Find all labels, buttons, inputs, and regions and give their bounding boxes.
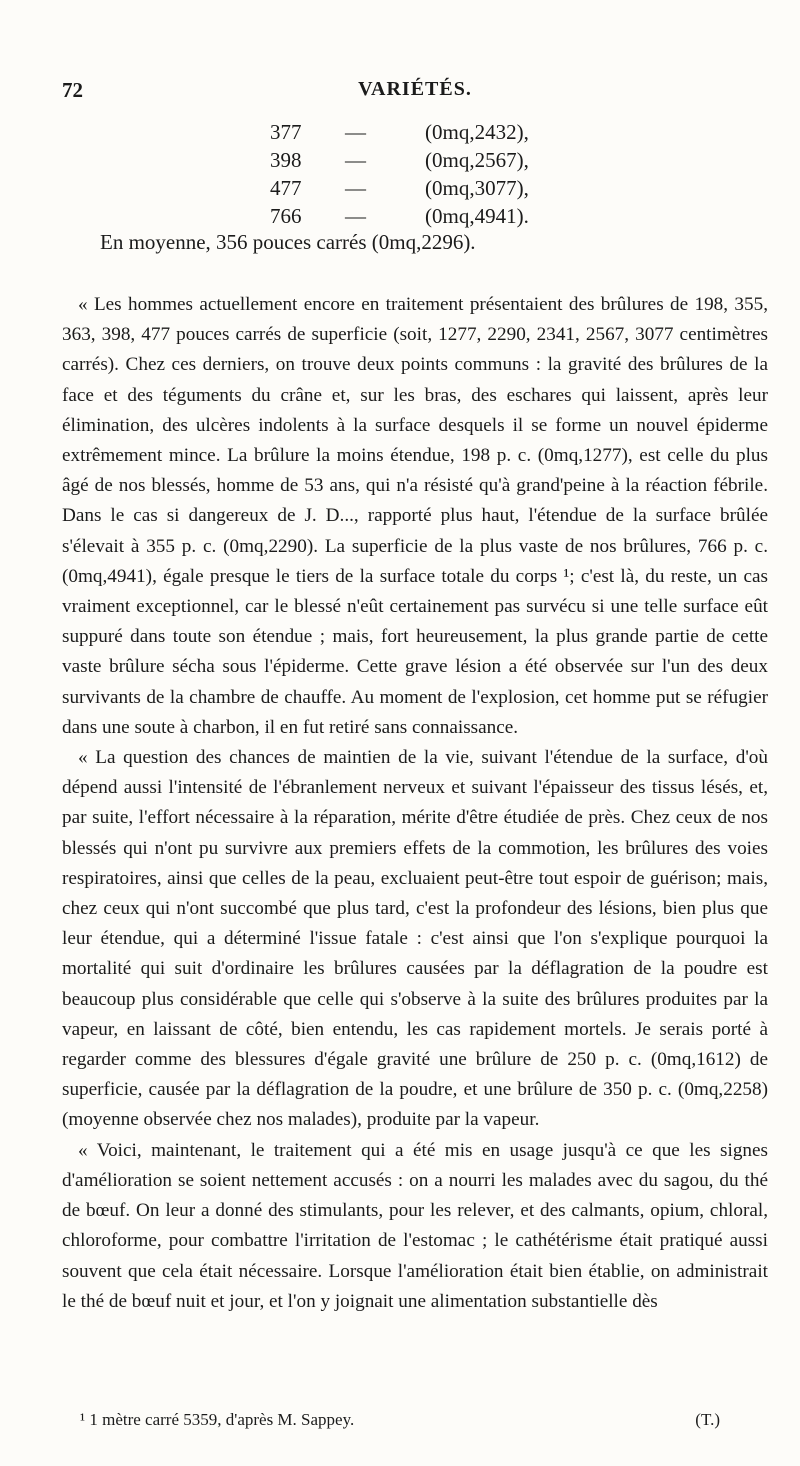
measurement-row [270,202,570,230]
average-line: En moyenne, 356 pouces carrés (0mq,2296). [100,230,476,254]
measurement-dash: — [345,176,366,200]
paragraph: « La question des chances de maintien de la vie, suivant l'étendue de la surface, d'où dépend aussi l'intensité de l'ébranlement nerveux et suivant l'épaisseur des tissus lésés, et, par suite, l'effort nécessaire à la réparation, mérite d'être étudiée de près. Chez ceux de nos blessés qui n'ont pu survivre aux premiers effets de la commotion, les brûlures des voies respiratoires, ainsi que celles de la peau, excluaient peut-être tout espoir de guérison; mais, chez ceux qui n'ont succombé que plus tard, c'est la profondeur des lésions, bien plus que leur étendue, qui a déterminé l'issue fatale : c'est ainsi que l'on s'explique pourquoi la mortalité qui suit d'ordinaire les brûlures causées par la déflagration de la poudre est beaucoup plus considérable que celle qui s'observe à la suite des brûlures produites par la vapeur, en laissant de côté, bien entendu, les cas rapidement mortels. Je serais porté à regarder comme des blessures d'égale gravité une brûlure de 250 p. c. (0mq,1612) de superficie, causée par la déflagration de la poudre, et une brûlure de 350 p. c. (0mq,2258) (moyenne observée chez nos malades), produite par la vapeur. [62,747,768,1131]
footnote-text: ¹ 1 mètre carré 5359, d'après M. Sappey. [80,1410,355,1429]
measurement-dash: — [345,204,366,228]
measurement-value: (0mq,4941). [425,204,529,228]
measurement-value: (0mq,2567), [425,148,529,172]
measurement-dash: — [345,120,366,144]
measurement-value: (0mq,3077), [425,176,529,200]
measurement-number: 477 [270,176,302,200]
body-text [62,290,768,1317]
measurement-list [270,118,570,230]
measurement-row [270,174,570,202]
paragraph: « Voici, maintenant, le traitement qui a été mis en usage jusqu'à ce que les signes d'amélioration se soient nettement accusés : on a nourri les malades avec du sagou, du thé de bœuf. On leur a donné des stimulants, pour les relever, et des calmants, opium, chloral, chloroforme, pour combattre l'irritation de l'estomac ; le cathétérisme était pratiqué aussi souvent que cela était nécessaire. Lorsque l'amélioration était bien établie, on administrait le thé de bœuf nuit et jour, et l'on y joignait une alimentation substantielle dès [62,1139,768,1312]
footnote-translator-mark: (T.) [695,1410,720,1429]
page-number: 72 [62,78,83,102]
measurement-number: 398 [270,148,302,172]
running-title: VARIÉTÉS. [358,78,472,100]
measurement-value: (0mq,2432), [425,120,529,144]
page-header [62,78,768,108]
measurement-dash: — [345,148,366,172]
paragraph: « Les hommes actuellement encore en traitement présentaient des brûlures de 198, 355, 363, 398, 477 pouces carrés de superficie (soit, 1277, 2290, 2341, 2567, 3077 centimètres carrés). Chez ces derniers, on trouve deux points communs : la gravité des brûlures de la face et des téguments du crâne et, sur les bras, des eschares qui laissent, après leur élimination, des ulcères indolents à la surface desquels il se forme un nouvel épiderme extrêmement mince. La brûlure la moins étendue, 198 p. c. (0mq,1277), est celle du plus âgé de nos blessés, homme de 53 ans, qui n'a résisté qu'à grand'peine à la réaction fébrile. Dans le cas si dangereux de J. D..., rapporté plus haut, l'étendue de la surface brûlée s'élevait à 355 p. c. (0mq,2290). La superficie de la plus vaste de nos brûlures, 766 p. c. (0mq,4941), égale presque le tiers de la surface totale du corps ¹; c'est là, du reste, un cas vraiment exceptionnel, car le blessé n'eût certainement pas survécu si une telle surface eût suppuré dans toute son étendue ; mais, fort heureusement, la plus grande partie de cette vaste brûlure sécha sous l'épiderme. Cette grave lésion a été observée sur l'un des deux survivants de la chambre de chauffe. Au moment de l'explosion, cet homme put se réfugier dans une soute à charbon, il en fut retiré sans connaissance. [62,294,768,738]
measurement-number: 766 [270,204,302,228]
measurement-row [270,146,570,174]
footnote [80,1410,720,1430]
measurement-row [270,118,570,146]
measurement-number: 377 [270,120,302,144]
